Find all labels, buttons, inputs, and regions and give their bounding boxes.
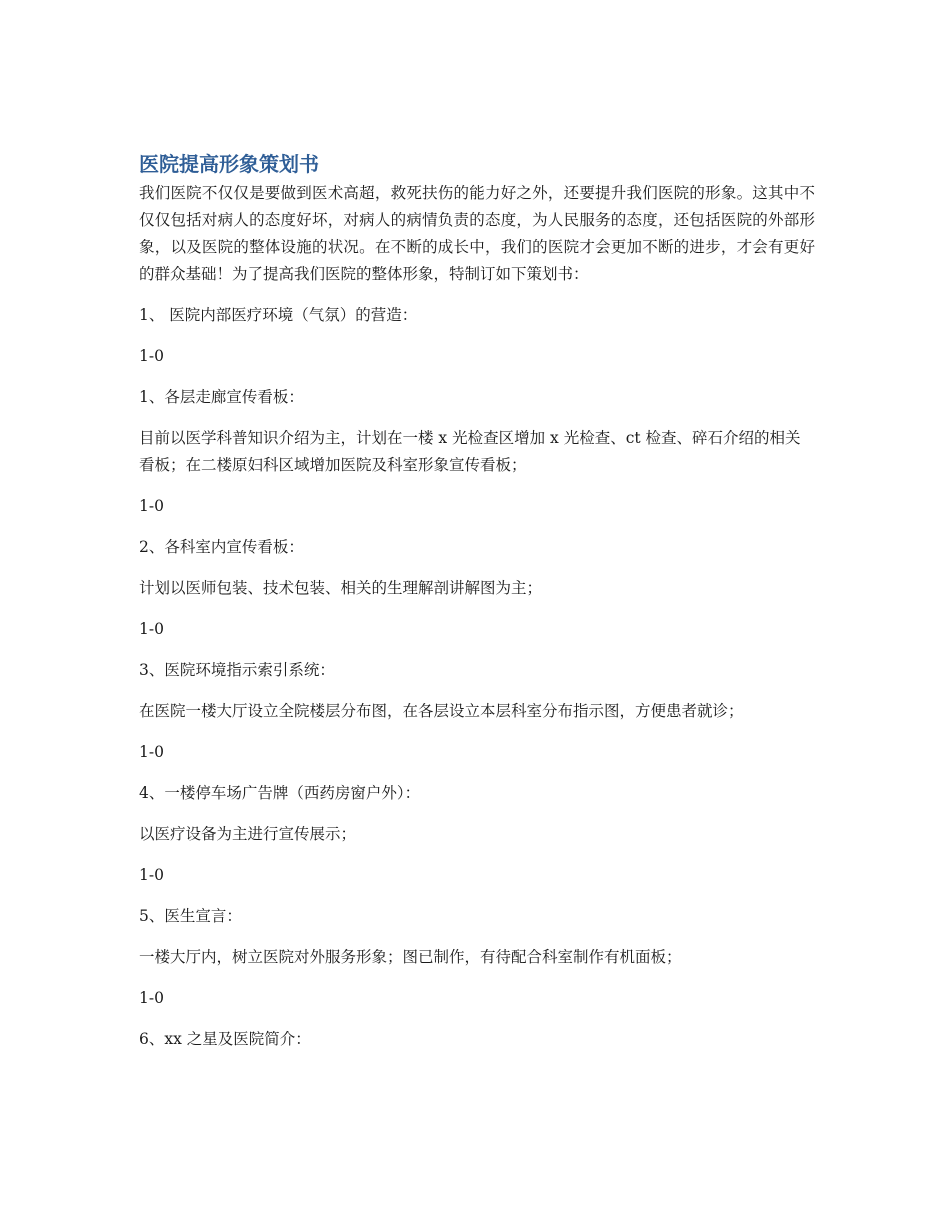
section-heading: 1、 医院内部医疗环境（气氛）的营造： bbox=[139, 306, 418, 324]
item-code: 1-0 bbox=[139, 866, 164, 884]
item-heading: 1、各层走廊宣传看板： bbox=[139, 388, 304, 406]
item-body: 计划以医师包装、技术包装、相关的生理解剖讲解图为主； bbox=[139, 579, 543, 597]
document-page bbox=[139, 150, 815, 1067]
item-code: 1-0 bbox=[139, 620, 164, 638]
item-body: 在医院一楼大厅设立全院楼层分布图，在各层设立本层科室分布指示图，方便患者就诊； bbox=[139, 702, 744, 720]
item-heading: 4、一楼停车场广告牌（西药房窗户外）： bbox=[139, 784, 421, 802]
item-heading: 5、医生宣言： bbox=[139, 907, 242, 925]
item-code: 1-0 bbox=[139, 743, 164, 761]
item-body: 目前以医学科普知识介绍为主，计划在一楼 x 光检查区增加 x 光检查、ct 检查、碎石介绍的相关看板；在二楼原妇科区域增加医院及科室形象宣传看板； bbox=[139, 429, 801, 474]
document-title: 医院提高形象策划书 bbox=[139, 152, 319, 176]
item-body: 一楼大厅内，树立医院对外服务形象；图已制作，有待配合科室制作有机面板； bbox=[139, 948, 682, 966]
intro-paragraph: 我们医院不仅仅是要做到医术高超，救死扶伤的能力好之外，还要提升我们医院的形象。这其中不仅仅包括对病人的态度好坏，对病人的病情负责的态度，为人民服务的态度，还包括医院的外部形象，以及医院的整体设施的状况。在不断的成长中，我们的医院才会更加不断的进步，才会有更好的群众基础！为了提高我们医院的整体形象，特制订如下策划书： bbox=[139, 184, 815, 283]
item-code: 1-0 bbox=[139, 347, 164, 365]
item-code: 1-0 bbox=[139, 497, 164, 515]
item-heading: 3、医院环境指示索引系统： bbox=[139, 661, 335, 679]
item-body: 以医疗设备为主进行宣传展示； bbox=[139, 825, 357, 843]
item-code: 1-0 bbox=[139, 989, 164, 1007]
item-heading: 2、各科室内宣传看板： bbox=[139, 538, 304, 556]
item-heading: 6、xx 之星及医院简介： bbox=[139, 1030, 311, 1048]
